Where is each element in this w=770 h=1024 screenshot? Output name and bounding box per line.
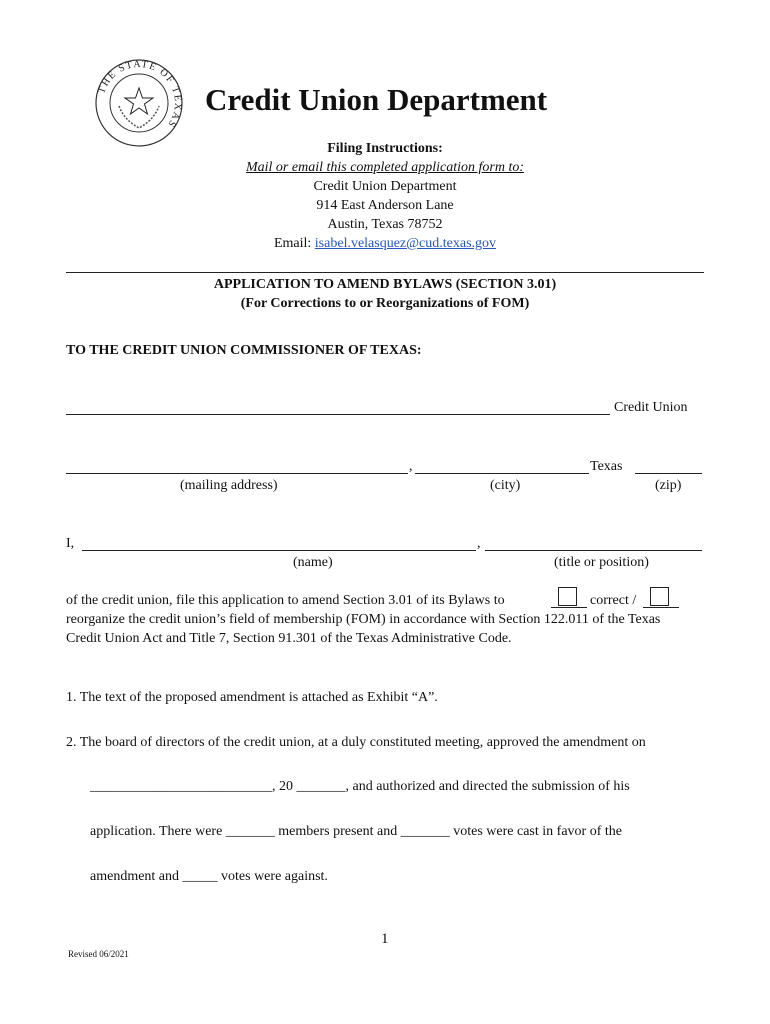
filing-instructions-label: Filing Instructions: (327, 141, 443, 156)
name-caption: (name) (293, 555, 333, 570)
state-texas: Texas (590, 459, 623, 474)
i-label: I, (66, 536, 75, 551)
address-comma: , (409, 459, 413, 474)
item-2-line-2: __________________________, 20 _______, and authorized and directed the submission of his (90, 779, 630, 794)
paragraph-line-3: Credit Union Act and Title 7, Section 91.301 of the Texas Administrative Code. (66, 631, 512, 646)
mail-instruction: Mail or email this completed application form to: (245, 160, 525, 175)
address-line-1: Credit Union Department (313, 179, 457, 194)
zip-field[interactable] (635, 473, 702, 474)
mailing-address-field[interactable] (66, 473, 408, 474)
correct-checkbox[interactable] (558, 587, 577, 606)
form-heading: APPLICATION TO AMEND BYLAWS (SECTION 3.01) (213, 277, 557, 292)
item-2: 2. The board of directors of the credit union, at a duly constituted meeting, approved the amendment on (66, 735, 646, 750)
name-comma: , (477, 536, 481, 551)
form-subheading: (For Corrections to or Reorganizations of FOM) (240, 296, 530, 311)
page-number: 1 (381, 931, 389, 947)
item-2-line-4: amendment and _____ votes were against. (90, 869, 328, 884)
reorganize-checkbox[interactable] (650, 587, 669, 606)
header-divider (66, 272, 704, 273)
item-1: 1. The text of the proposed amendment is attached as Exhibit “A”. (66, 690, 438, 705)
mailing-address-caption: (mailing address) (180, 478, 278, 493)
address-line-3: Austin, Texas 78752 (327, 217, 443, 232)
title-caption: (title or position) (554, 555, 649, 570)
paragraph-line-2: reorganize the credit union’s field of membership (FOM) in accordance with Section 122.011 of the Texas (66, 612, 661, 627)
email-label: Email: (273, 236, 312, 251)
salutation: TO THE CREDIT UNION COMMISSIONER OF TEXAS: (66, 343, 422, 358)
item-2-line-3: application. There were _______ members present and _______ votes were cast in favor of the (90, 824, 622, 839)
email-link[interactable]: isabel.velasquez@cud.texas.gov (314, 236, 497, 251)
city-field[interactable] (415, 473, 589, 474)
zip-caption: (zip) (655, 478, 682, 493)
revised-date: Revised 06/2021 (68, 949, 129, 959)
credit-union-suffix: Credit Union (614, 400, 688, 415)
reorganize-underline (643, 607, 679, 608)
email-line (0, 236, 770, 252)
address-line-2: 914 East Anderson Lane (316, 198, 454, 213)
department-title: Credit Union Department (205, 82, 548, 117)
name-field[interactable] (82, 550, 476, 551)
paragraph-line-1: of the credit union, file this application to amend Section 3.01 of its Bylaws to (66, 593, 505, 608)
seal-text: THE STATE OF TEXAS (96, 58, 184, 130)
credit-union-name-field[interactable] (66, 414, 610, 415)
correct-underline (551, 607, 587, 608)
correct-label: correct / (590, 593, 637, 608)
city-caption: (city) (490, 478, 521, 493)
svg-text:THE STATE OF TEXAS (96, 59, 183, 130)
title-field[interactable] (485, 550, 702, 551)
texas-state-seal (94, 58, 184, 148)
